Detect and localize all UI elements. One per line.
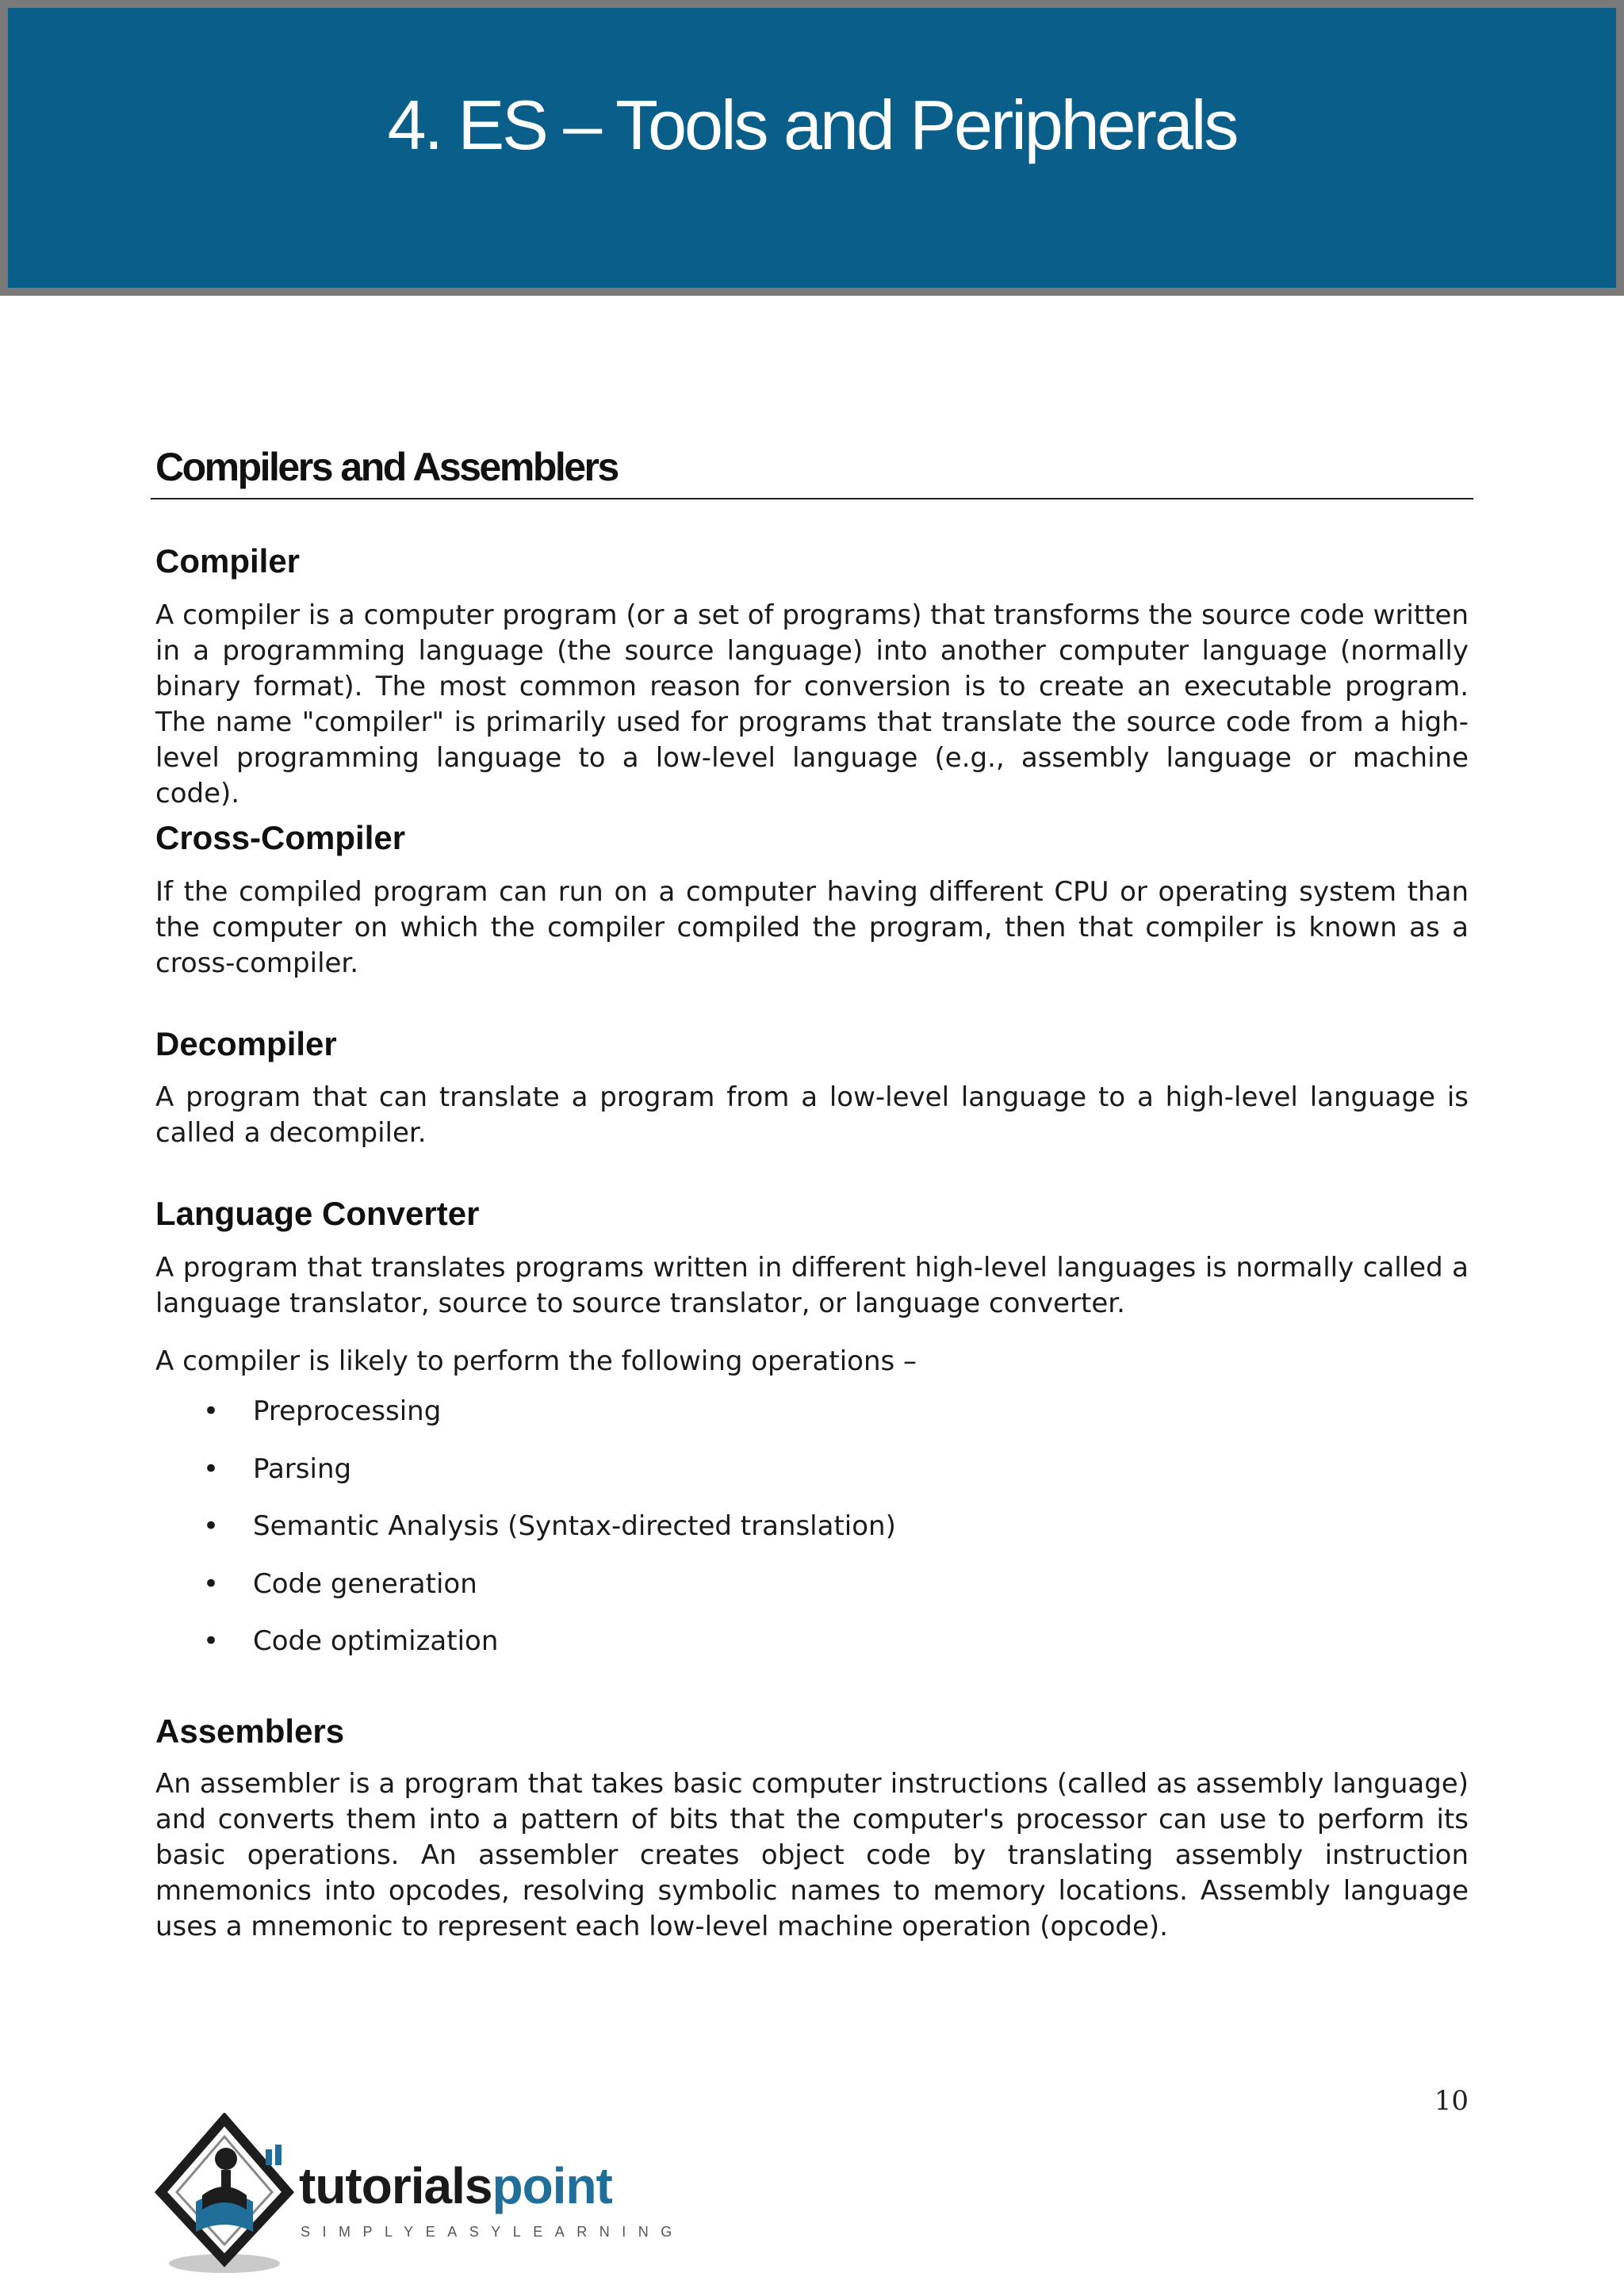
logo-wordmark: tutorialspoint: [299, 2157, 612, 2214]
operations-intro: A compiler is likely to perform the following operations –: [155, 1345, 917, 1377]
chapter-title: 4. ES – Tools and Peripherals: [387, 86, 1237, 164]
bullet-icon: •: [203, 1510, 220, 1542]
operations-list: [155, 1394, 896, 1682]
decompiler-paragraph: A program that can translate a program from a low-level language to a high-level language is called a decompiler.: [155, 1081, 1469, 1149]
bullet-icon: •: [203, 1395, 220, 1427]
logo-tagline: SIMPLYEASYLEARNING: [301, 2224, 684, 2240]
tutorialspoint-logo: [155, 2113, 684, 2279]
cross-compiler-paragraph: If the compiled program can run on a computer having different CPU or operating system than the computer on which the compiler compiled the program, then that compiler is known as a cross-compiler.: [155, 876, 1469, 979]
cross-compiler-heading: Cross-Compiler: [155, 819, 406, 856]
section-divider: [151, 498, 1473, 499]
compiler-heading: Compiler: [155, 542, 301, 580]
section-heading: Compilers and Assemblers: [155, 445, 618, 489]
page-number: 10: [1434, 2085, 1469, 2117]
bullet-icon: •: [203, 1567, 220, 1600]
language-converter-heading: Language Converter: [155, 1195, 480, 1232]
assemblers-paragraph: An assembler is a program that takes basic computer instructions (called as assembly language) and converts them into a pattern of bits that the computer's processor can use to perform its basic operations. An assembler creates object code by translating assembly instruction mnemonics into opcodes, resolving symbolic names to memory locations. Assembly language uses a mnemonic to represent each low-level machine operation (opcode).: [155, 1768, 1469, 1942]
list-item: • Preprocessing: [155, 1394, 896, 1452]
list-item: • Code optimization: [155, 1624, 896, 1682]
assemblers-heading: Assemblers: [155, 1712, 345, 1750]
list-item: • Semantic Analysis (Syntax-directed translation): [155, 1509, 896, 1567]
list-item: • Code generation: [155, 1567, 896, 1624]
bullet-icon: •: [203, 1625, 220, 1657]
chapter-banner: [0, 0, 1624, 296]
bullet-icon: •: [203, 1452, 220, 1485]
logo-emblem-icon: [155, 2113, 297, 2279]
compiler-paragraph: A compiler is a computer program (or a set of programs) that transforms the source code written in a programming language (the source language) into another computer language (normally binary format). The most common reason for conversion is to create an executable program. The name "compiler" is primarily used for programs that translate the source code from a high-level programming language to a low-level language (e.g., assembly language or machine code).: [155, 599, 1469, 809]
decompiler-heading: Decompiler: [155, 1025, 337, 1062]
list-item: • Parsing: [155, 1452, 896, 1510]
language-converter-paragraph: A program that translates programs written in different high-level languages is normally called a language translator, source to source translator, or language converter.: [155, 1252, 1469, 1319]
